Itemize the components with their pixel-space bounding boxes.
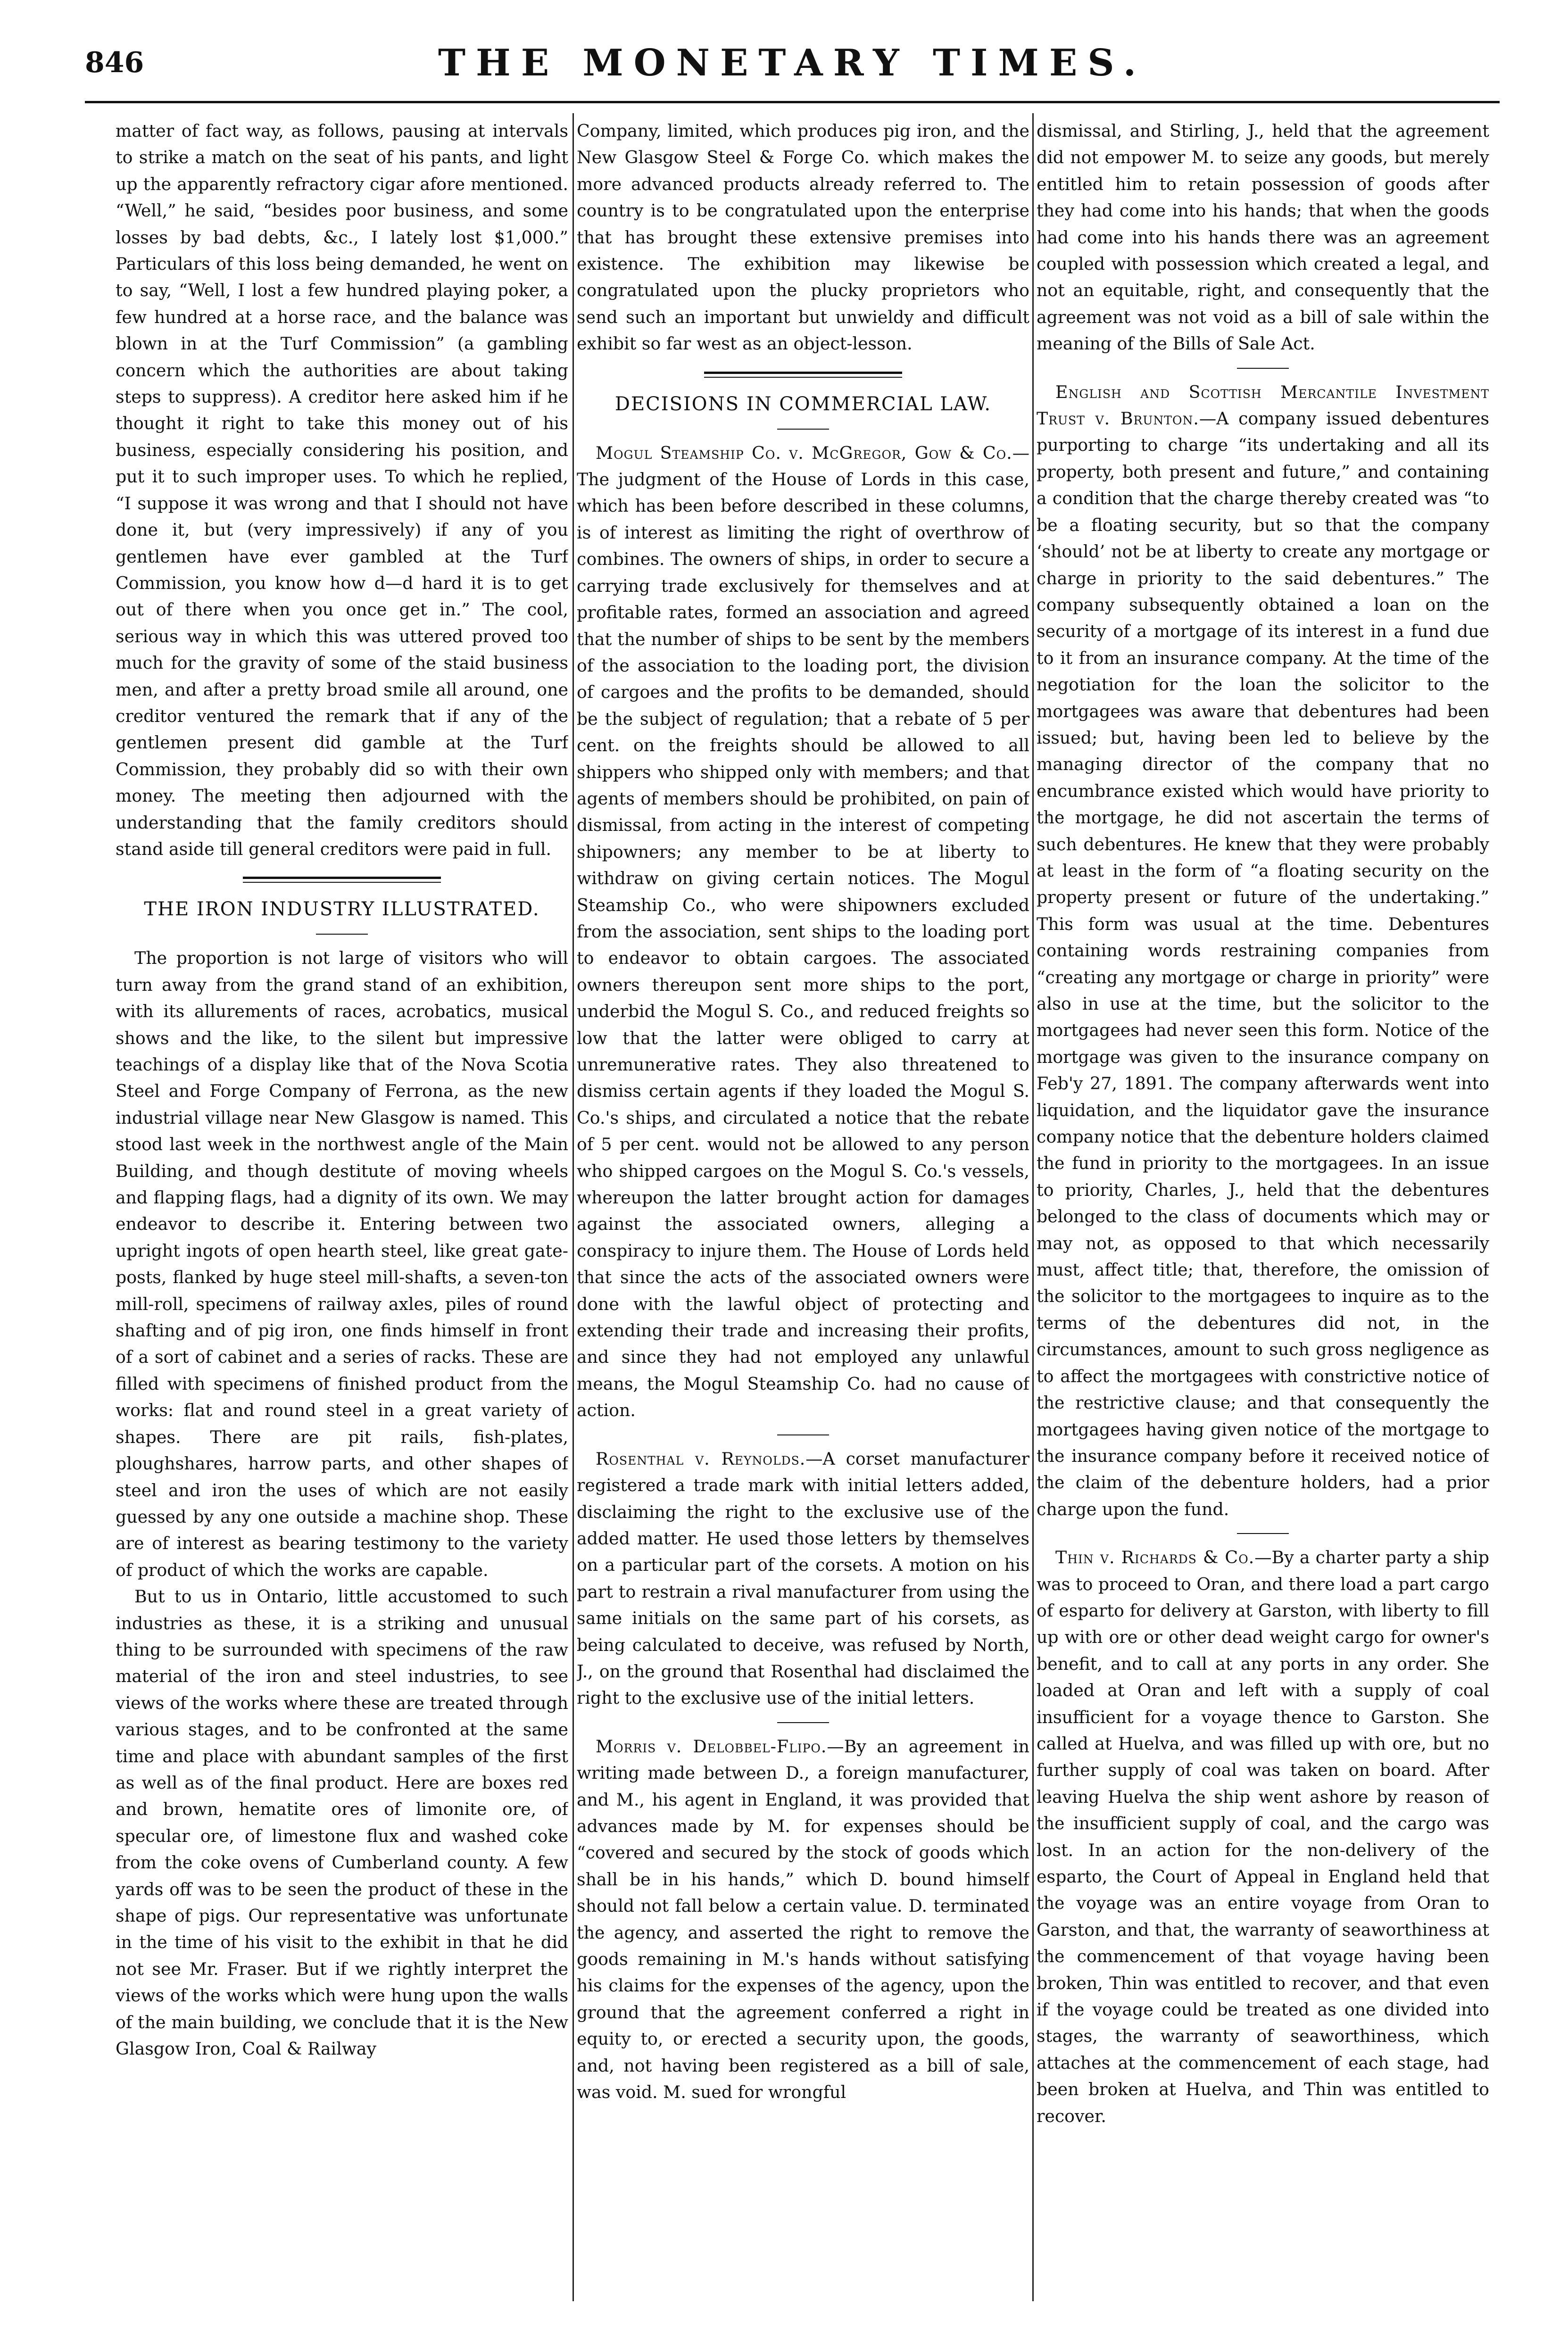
- iron-industry-paragraph-2: But to us in Ontario, little accustomed to such industries as these, it is a striking and unusual thing to be surrounded with specimens of the raw material of the iron and steel industries, to see views of the works where these are treated through various stages, and to be confronted at the same time and place with abundant samples of the first as well as of the final product. Here are boxes red and brown, hematite ores of limonite ore, of specular ore, of limestone flux and washed coke from the coke ovens of Cumberland county. A few yards off was to be seen the product of these in the shape of pigs. Our representative was unfortunate in the time of his visit to the exhibit in that he did not see Mr. Fraser. But if we rightly interpret the views of the works which were hung upon the walls of the main building, we conclude that it is the New Glasgow Iron, Coal & Railway: [116, 1586, 568, 2059]
- case-title: Thin v. Richards & Co.: [1055, 1547, 1255, 1568]
- case-separator: [1237, 368, 1289, 369]
- case-title: Mogul Steamship Co. v. McGregor, Gow & Co.: [596, 442, 1012, 463]
- case-separator: [777, 1434, 829, 1435]
- column-divider-1: [572, 113, 574, 2301]
- case-body: —A company issued debentures purporting to charge “its undertaking and all its property, both present and future,” and containing a condition that the charge thereby created was “to be a floating security, but so that the company ‘should’ not be at liberty to create any mortgage or charge in priority to the said debentures.” The company subsequently obtained a loan on the security of a mortgage of its interest in a fund due to it from an insurance company. At the time of the negotiation for the loan the solicitor to the mortgagees was aware that debentures had been issued; but, having been led to believe by the managing director of the company that no encumbrance existed which would have priority to the mortgage, he did not ascertain the terms of such debentures. He knew that they were probably at least in the form of “a floating security on the property present or future of the undertaking.” This form was usual at the time. Debentures containing words restraining companies from “creating any mortgage or charge in priority” were also in use at the time, but the solicitor to the mortgagees had never seen this form. Notice of the mortgage was given to the insurance company on Feb'y 27, 1891. The company afterwards went into liquidation, and the liquidator gave the insurance company notice that the debenture holders claimed the fund in priority to the mortgagees. In an issue to priority, Charles, J., held that the debentures belonged to the class of documents which may or may not, as opposed to that which necessarily must, affect title; that, therefore, the omission of the solicitor to the mortgagees to inquire as to the terms of the debentures did not, in the circumstances, amount to such gross negligence as to affect the mortgagees with constrictive notice of the restrictive clause; and that consequently the mortgagees having given notice of the mortgage to the insurance company before it received notice of the claim of the debenture holders, had a prior charge upon the fund.: [1037, 408, 1489, 1519]
- case-title: English and Scottish Mercantile Investment Trust v. Brunton.: [1037, 381, 1489, 429]
- heading-rule: [777, 429, 829, 430]
- case-brunton: [1037, 379, 1489, 1523]
- case-body: —By an agreement in writing made between D., a foreign manufacturer, and M., his agent in England, it was provided that advances made by M. for expenses should be “covered and secured by the stock of goods which shall be in his hands,” which D. bound himself should not fall below a certain value. D. terminated the agency, and asserted the right to remove the goods remaining in M.'s hands without satisfying his claims for the expenses of the agency, upon the ground that the agreement conferred a right in equity to, or erected a security upon, the goods, and, not having been registered as a bill of sale, was void. M. sued for wrongful: [577, 1736, 1029, 2103]
- case-separator: [777, 1722, 829, 1723]
- case-morris-continuation: dismissal, and Stirling, J., held that the agreement did not empower M. to seize any goods, but merely entitled him to retain possession of goods after they had come into his hands; that when the goods had come into his hands there was an agreement coupled with possession which created a legal, and not an equitable, right, and consequently that the agreement was not void as a bill of sale within the meaning of the Bills of Sale Act.: [1037, 121, 1489, 354]
- case-mogul: [577, 440, 1029, 1424]
- iron-industry-heading: THE IRON INDUSTRY ILLUSTRATED.: [144, 898, 540, 920]
- masthead-title: THE MONETARY TIMES.: [438, 41, 1146, 84]
- case-body: —By a charter party a ship was to proceed to Oran, and there load a part cargo of esparto for delivery at Garston, with liberty to fill up with ore or other dead weight cargo for owner's benefit, and to call at any ports in any order. She loaded at Oran and left with a supply of coal insufficient for a voyage thence to Garston. She called at Huelva, and was filled up with ore, but no further supply of coal was taken on board. After leaving Huelva the ship went ashore by reason of the insufficient supply of coal, and the cargo was lost. In an action for the non-delivery of the esparto, the Court of Appeal in England held that the voyage was an entire voyage from Oran to Garston, and that, the warranty of seaworthiness at the commencement of that voyage having been broken, Thin was entitled to recover, and that even if the voyage could be treated as one divided into stages, the warranty of seaworthiness, which attaches at the commencement of each stage, had been broken at Huelva, and Thin was entitled to recover.: [1037, 1547, 1489, 2126]
- column-3: [1037, 118, 1489, 2315]
- column-2: [577, 118, 1029, 2315]
- commercial-law-heading: DECISIONS IN COMMERCIAL LAW.: [614, 393, 992, 415]
- column-divider-2: [1032, 113, 1034, 2301]
- column-1: [116, 118, 568, 2315]
- section-rule: [704, 372, 902, 378]
- case-morris: [577, 1733, 1029, 2106]
- case-title: Rosenthal v. Reynolds.: [596, 1448, 806, 1469]
- page-header: [85, 41, 1500, 93]
- gambling-story-paragraph: matter of fact way, as follows, pausing at intervals to strike a match on the seat of his pants, and light up the apparently refractory cigar afore mentioned. “Well,” he said, “besides poor business, and some losses by bad debts, &c., I lately lost $1,000.” Particulars of this loss being demanded, he went on to say, “Well, I lost a few hundred playing poker, a few hundred at a horse race, and the balance was blown in at the Turf Commission” (a gambling concern which the authorities are about taking steps to suppress). A creditor here asked him if he thought it right to take this money out of his business, especially considering his position, and put it to such improper uses. To which he replied, “I suppose it was wrong and that I should not have done it, but (very impressively) if any of you gentlemen have ever gambled at the Turf Commission, you know how d—d hard it is to get out of there when you once get in.” The cool, serious way in which this was uttered proved too much for the gravity of some of the staid business men, and after a pretty broad smile all around, one creditor ventured the remark that if any of the gentlemen present did gamble at the Turf Commission, they probably did so with their own money. The meeting then adjourned with the understanding that the family creditors should stand aside till general creditors were paid in full.: [116, 121, 568, 859]
- header-rule: [85, 101, 1500, 103]
- page-number: 846: [85, 46, 144, 79]
- iron-industry-continuation: Company, limited, which produces pig iron, and the New Glasgow Steel & Forge Co. which makes the more advanced products already referred to. The country is to be congratulated upon the enterprise that has brought these extensive premises into existence. The exhibition may likewise be congratulated upon the plucky proprietors who send such an important but unwieldy and difficult exhibit so far west as an object-lesson.: [577, 121, 1029, 354]
- case-rosenthal: [577, 1446, 1029, 1712]
- case-body: —A corset manufacturer registered a trade mark with initial letters added, disclaiming the right to the exclusive use of the added matter. He used those letters by themselves on a particular part of the corsets. A motion on his part to restrain a rival manufacturer from using the same initials on the same part of his corsets, as being calculated to deceive, was refused by North, J., on the ground that Rosenthal had disclaimed the right to the exclusive use of the initial letters.: [577, 1448, 1029, 1708]
- case-body: —The judgment of the House of Lords in this case, which has been before described in these columns, is of interest as limiting the right of overthrow of combines. The owners of ships, in order to secure a carrying trade exclusively for themselves and at profitable rates, formed an association and agreed that the number of ships to be sent by the members of the association to the loading port, the division of cargoes and the profits to be demanded, should be the subject of regulation; that a rebate of 5 per cent. on the freights should be allowed to all shippers who shipped only with members; and that agents of members should be prohibited, on pain of dismissal, from acting in the interest of competing shipowners; any member to be at liberty to withdraw on giving certain notices. The Mogul Steamship Co., who were shipowners excluded from the association, sent ships to the loading port to endeavor to obtain cargoes. The associated owners thereupon sent more ships to the port, underbid the Mogul S. Co., and reduced freights so low that the latter were obliged to carry at unremunerative rates. They also threatened to dismiss certain agents if they loaded the Mogul S. Co.'s ships, and circulated a notice that the rebate of 5 per cent. would not be allowed to any person who shipped cargoes on the Mogul S. Co.'s vessels, whereupon the latter brought action for damages against the associated owners, alleging a conspiracy to injure them. The House of Lords held that since the acts of the associated owners were done with the lawful object of protecting and extending their trade and increasing their profits, and since they had not employed any unlawful means, the Mogul Steamship Co. had no cause of action.: [577, 442, 1029, 1421]
- case-separator: [1237, 1533, 1289, 1534]
- case-title: Morris v. Delobbel-Flipo.: [596, 1736, 827, 1757]
- case-thin: [1037, 1544, 1489, 2130]
- section-rule: [243, 877, 441, 883]
- iron-industry-paragraph-1: The proportion is not large of visitors who will turn away from the grand stand of an exhibition, with its allurements of races, acrobatics, musical shows and the like, to the silent but impressive teachings of a display like that of the Nova Scotia Steel and Forge Company of Ferrona, as the new industrial village near New Glasgow is named. This stood last week in the northwest angle of the Main Building, and though destitute of moving wheels and flapping flags, had a dignity of its own. We may endeavor to describe it. Entering between two upright ingots of open hearth steel, like great gate-posts, flanked by huge steel mill-shafts, a seven-ton mill-roll, specimens of railway axles, piles of round shafting and of pig iron, one finds himself in front of a sort of cabinet and a series of racks. These are filled with specimens of finished product from the works: flat and round steel in a great variety of shapes. There are pit rails, fish-plates, ploughshares, harrow parts, and other shapes of steel and iron the uses of which are not easily guessed by any one outside a machine shop. These are of interest as bearing testimony to the variety of product of which the works are capable.: [116, 948, 568, 1580]
- heading-rule: [316, 934, 368, 935]
